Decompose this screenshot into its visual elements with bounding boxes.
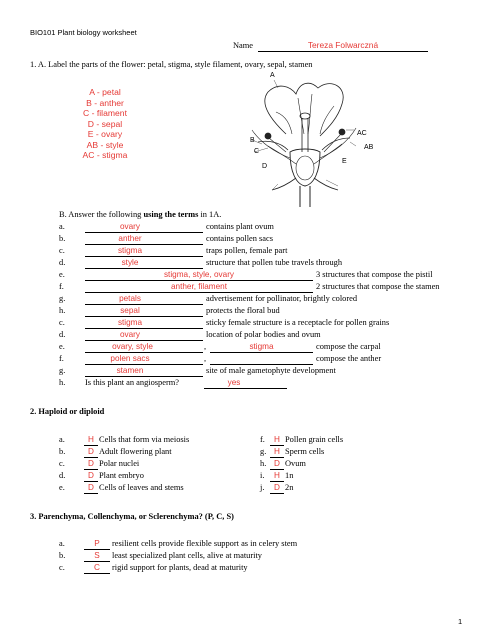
item-text: Pollen grain cells bbox=[285, 435, 344, 444]
answer-text: ovary bbox=[119, 222, 141, 231]
item-letter: e. bbox=[59, 483, 65, 492]
item-text: traps pollen, female part bbox=[206, 246, 288, 255]
answer-blank[interactable] bbox=[270, 482, 284, 494]
answer-text: D bbox=[274, 483, 280, 492]
answer-text: stigma, style, ovary bbox=[163, 270, 235, 279]
answer-blank[interactable] bbox=[84, 482, 98, 494]
answer-blank[interactable] bbox=[85, 305, 203, 317]
answer-text: ovary bbox=[119, 330, 141, 339]
diagram-label-e: E bbox=[342, 158, 347, 165]
item-text: Plant embryo bbox=[99, 471, 144, 480]
item-letter: f. bbox=[59, 354, 64, 363]
answer-text: S bbox=[94, 551, 100, 560]
answer-text: petals bbox=[119, 294, 141, 303]
answer-text: H bbox=[274, 447, 280, 456]
name-field[interactable] bbox=[258, 40, 428, 52]
item-letter: f. bbox=[59, 282, 64, 291]
answer-text: H bbox=[274, 435, 280, 444]
q1-prompt: 1. A. Label the parts of the flower: petal, stigma, style filament, ovary, sepal, stamen bbox=[30, 60, 313, 69]
answer-blank[interactable] bbox=[85, 281, 313, 293]
answer-blank[interactable] bbox=[270, 458, 284, 470]
item-text: rigid support for plants, dead at maturity bbox=[112, 563, 248, 572]
answer-text: D bbox=[88, 459, 94, 468]
item-text: Cells that form via meiosis bbox=[99, 435, 190, 444]
item-letter: i. bbox=[260, 471, 265, 480]
answer-blank[interactable] bbox=[85, 257, 203, 269]
item-letter: d. bbox=[59, 258, 66, 267]
item-text: Cells of leaves and stems bbox=[99, 483, 184, 492]
answer-blank[interactable] bbox=[270, 446, 284, 458]
item-letter: a. bbox=[59, 222, 65, 231]
answer-blank[interactable] bbox=[84, 550, 110, 562]
diagram-label-ac: AC bbox=[357, 130, 367, 137]
name-label: Name bbox=[233, 41, 253, 50]
answer-blank[interactable] bbox=[85, 245, 203, 257]
answer-blank[interactable] bbox=[84, 562, 110, 574]
answer-blank[interactable] bbox=[85, 221, 203, 233]
item-letter: d. bbox=[59, 471, 66, 480]
item-letter: e. bbox=[59, 270, 65, 279]
answer-blank[interactable] bbox=[270, 470, 284, 482]
answer-text: H bbox=[88, 435, 94, 444]
answer-text: polen sacs bbox=[110, 354, 150, 363]
answer-text: stigma bbox=[117, 246, 143, 255]
name-value: Tereza Folwarczná bbox=[307, 40, 379, 50]
diagram-label-c: C bbox=[254, 148, 260, 155]
key-item: AC - stigma bbox=[82, 150, 128, 160]
item-text: compose the anther bbox=[316, 354, 382, 363]
item-text: protects the floral bud bbox=[206, 306, 280, 315]
answer-blank[interactable] bbox=[84, 458, 98, 470]
answer-text: stigma bbox=[117, 318, 143, 327]
answer-text: H bbox=[274, 471, 280, 480]
answer-blank[interactable] bbox=[84, 434, 98, 446]
comma: , bbox=[204, 342, 207, 351]
answer-text: stigma bbox=[249, 342, 274, 351]
answer-blank-2[interactable] bbox=[210, 353, 313, 365]
item-text: 3 structures that compose the pistil bbox=[316, 270, 433, 279]
answer-text: D bbox=[274, 459, 280, 468]
item-letter: b. bbox=[59, 551, 66, 560]
flower-diagram bbox=[238, 72, 368, 207]
answer-text: ovary, style bbox=[112, 342, 153, 351]
answer-text: anther, filament bbox=[171, 282, 227, 291]
item-text: 1n bbox=[285, 471, 294, 480]
worksheet-title: BIO101 Plant biology worksheet bbox=[30, 28, 137, 37]
diagram-label-d: D bbox=[262, 163, 268, 170]
answer-blank[interactable] bbox=[270, 434, 284, 446]
diagram-label-a: A bbox=[270, 72, 275, 79]
answer-text: C bbox=[94, 563, 100, 572]
answer-blank[interactable] bbox=[85, 341, 203, 353]
answer-text: yes bbox=[227, 378, 241, 387]
item-text: sticky female structure is a receptacle for pollen grains bbox=[206, 318, 390, 327]
item-letter: j. bbox=[260, 483, 265, 492]
item-letter: b. bbox=[59, 447, 66, 456]
item-letter: f. bbox=[260, 435, 265, 444]
item-text: Ovum bbox=[285, 459, 306, 468]
key-item: AB - style bbox=[86, 139, 124, 150]
answer-blank[interactable] bbox=[84, 446, 98, 458]
item-letter: g. bbox=[59, 294, 66, 303]
answer-text: anther bbox=[118, 234, 142, 243]
item-letter: g. bbox=[260, 447, 267, 456]
answer-blank-2[interactable] bbox=[210, 341, 313, 353]
key-item: A - petal bbox=[89, 87, 121, 97]
answer-blank[interactable] bbox=[85, 365, 203, 377]
answer-blank[interactable] bbox=[204, 377, 287, 389]
diagram-label-ab: AB bbox=[364, 144, 374, 151]
answer-blank[interactable] bbox=[85, 233, 203, 245]
answer-blank[interactable] bbox=[85, 317, 203, 329]
q3-title: 3. Parenchyma, Collenchyma, or Sclerenchyma? (P, C, S) bbox=[30, 512, 234, 521]
item-letter: h. bbox=[59, 306, 66, 315]
item-text: Is this plant an angiosperm? bbox=[85, 378, 179, 387]
diagram-label-b: B bbox=[250, 137, 255, 144]
item-text: Polar nuclei bbox=[99, 459, 140, 468]
item-text: compose the carpal bbox=[316, 342, 381, 351]
key-item: C - filament bbox=[83, 108, 127, 118]
key-item: D - sepal bbox=[87, 118, 123, 129]
item-letter: g. bbox=[59, 366, 66, 375]
item-text: advertisement for pollinator, brightly colored bbox=[206, 294, 358, 303]
item-letter: c. bbox=[59, 563, 65, 572]
key-item: B - anther bbox=[86, 97, 124, 108]
answer-blank[interactable] bbox=[84, 470, 98, 482]
item-text: site of male gametophyte development bbox=[206, 366, 336, 375]
answer-text: D bbox=[88, 471, 94, 480]
item-letter: e. bbox=[59, 342, 65, 351]
item-text: contains plant ovum bbox=[206, 222, 274, 231]
item-text: contains pollen sacs bbox=[206, 234, 273, 243]
item-letter: d. bbox=[59, 330, 66, 339]
item-text: location of polar bodies and ovum bbox=[206, 330, 321, 339]
answer-key bbox=[75, 87, 135, 161]
item-letter: h. bbox=[260, 459, 267, 468]
answer-blank[interactable] bbox=[85, 353, 203, 365]
item-letter: h. bbox=[59, 378, 66, 387]
comma: , bbox=[204, 354, 207, 363]
answer-blank[interactable] bbox=[85, 269, 313, 281]
answer-text: sepal bbox=[120, 306, 140, 315]
item-text: Sperm cells bbox=[285, 447, 325, 456]
q2-title: 2. Haploid or diploid bbox=[30, 407, 105, 416]
item-letter: c. bbox=[59, 318, 65, 327]
item-text: least specialized plant cells, alive at maturity bbox=[112, 551, 262, 560]
item-letter: c. bbox=[59, 246, 65, 255]
item-letter: a. bbox=[59, 539, 65, 548]
part-b-instruction: B. Answer the following using the terms in 1A. bbox=[59, 210, 222, 219]
key-item: E - ovary bbox=[87, 129, 123, 139]
answer-text: stamen bbox=[116, 366, 144, 375]
answer-blank[interactable] bbox=[84, 538, 110, 550]
answer-text: D bbox=[88, 447, 94, 456]
item-letter: c. bbox=[59, 459, 65, 468]
item-text: resilient cells provide flexible support as in celery stem bbox=[112, 539, 298, 548]
answer-text: P bbox=[94, 539, 100, 548]
answer-text: D bbox=[88, 483, 94, 492]
item-text: 2 structures that compose the stamen bbox=[316, 282, 440, 291]
answer-text: style bbox=[121, 258, 139, 267]
item-text: Adult flowering plant bbox=[99, 447, 172, 456]
item-letter: b. bbox=[59, 234, 66, 243]
page-number: 1 bbox=[458, 617, 463, 626]
answer-blank[interactable] bbox=[85, 293, 203, 305]
answer-blank[interactable] bbox=[85, 329, 203, 341]
item-text: structure that pollen tube travels through bbox=[206, 258, 343, 267]
item-text: 2n bbox=[285, 483, 294, 492]
item-letter: a. bbox=[59, 435, 65, 444]
